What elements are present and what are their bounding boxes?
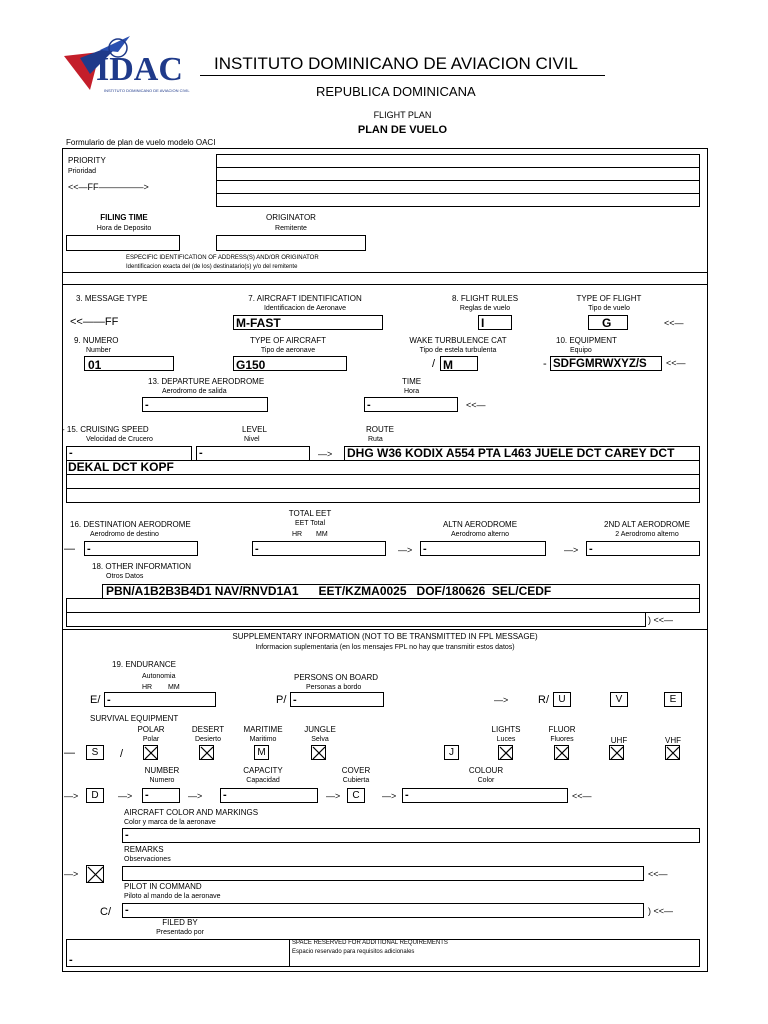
type-of-flight-suffix: <<—: [664, 318, 684, 328]
number-label: 9. NUMERO: [74, 336, 119, 345]
other-info-field-3[interactable]: [66, 612, 646, 627]
originator-label: ORIGINATOR: [266, 213, 316, 222]
endurance-mm: MM: [168, 684, 180, 691]
remarks-field[interactable]: [122, 866, 644, 881]
dinghy-colour-value: -: [405, 789, 409, 801]
supplementary-subtitle: Informacion suplementaria (en los mensajes FPL no hay que transmitir estos datos): [255, 644, 515, 651]
filing-time-field[interactable]: [66, 235, 180, 251]
lights-label: LIGHTS: [491, 725, 521, 734]
aircraft-color-label: AIRCRAFT COLOR AND MARKINGS: [124, 808, 259, 817]
equipment-value: SDFGMRWXYZ/S: [553, 358, 647, 370]
flight-rules-label: 8. FLIGHT RULES: [451, 294, 519, 303]
time-value: -: [367, 399, 371, 411]
level-label-es: Nivel: [244, 436, 260, 443]
departure-label: 13. DEPARTURE AERODROME: [148, 377, 265, 386]
radio-v-box[interactable]: V: [610, 692, 628, 707]
endurance-prefix: E/: [90, 694, 101, 706]
destination-prefix: —: [64, 543, 75, 555]
destination-label: 16. DESTINATION AERODROME: [70, 520, 191, 529]
dinghy-capacity-label: CAPACITY: [243, 766, 283, 775]
filing-time-label: FILING TIME: [100, 213, 148, 222]
originator-field[interactable]: [216, 235, 366, 251]
dinghy-capacity-field[interactable]: [220, 788, 318, 803]
dinghies-arrow-5: —>: [382, 791, 397, 801]
originator-label-es: Remitente: [275, 225, 307, 232]
survival-maritime-label-es: Maritimo: [249, 736, 277, 743]
total-eet-label-es: EET Total: [294, 520, 326, 527]
survival-slash: /: [120, 748, 124, 760]
uhf-label: UHF: [610, 736, 628, 745]
institute-title: INSTITUTO DOMINICANO DE AVIACION CIVIL: [214, 54, 578, 73]
logo: [60, 34, 200, 96]
priority-label: PRIORITY: [68, 156, 106, 165]
wake-value: M: [443, 358, 453, 372]
dinghy-number-label-es: Numero: [149, 777, 175, 784]
total-eet-label: TOTAL EET: [288, 509, 332, 518]
departure-field[interactable]: [142, 397, 268, 412]
route-value-line2: DEKAL DCT KOPF: [68, 460, 174, 474]
number-value: 01: [88, 358, 102, 372]
dinghy-colour-field[interactable]: [402, 788, 568, 803]
lights-label-es: Luces: [496, 736, 516, 743]
aircraft-color-field[interactable]: [122, 828, 700, 843]
equipment-prefix: -: [543, 358, 547, 370]
flight-rules-value: I: [481, 316, 485, 330]
type-of-flight-label-es: Tipo de vuelo: [588, 305, 630, 312]
priority-value: <<—FF—————>: [68, 182, 149, 192]
endurance-label: 19. ENDURANCE: [112, 660, 177, 669]
equipment-label-es: Equipo: [570, 347, 592, 354]
cross-icon: [666, 746, 681, 761]
route-label-es: Ruta: [368, 436, 383, 443]
flight-plan-es: PLAN DE VUELO: [357, 124, 448, 136]
logo-text: IDAC: [96, 51, 183, 88]
route-field-3[interactable]: [66, 474, 700, 489]
altn2-value: -: [589, 543, 593, 555]
radio-arrow: —>: [494, 695, 509, 705]
departure-label-es: Aerodromo de salida: [162, 388, 227, 395]
other-info-field-2[interactable]: [66, 598, 700, 613]
dinghy-capacity-label-es: Capacidad: [246, 777, 280, 784]
departure-value: -: [145, 399, 149, 411]
route-label: ROUTE: [366, 425, 394, 434]
survival-polar-label-es: Polar: [142, 736, 160, 743]
endurance-field[interactable]: [104, 692, 216, 707]
other-info-suffix: ) <<—: [648, 615, 674, 625]
remarks-arrow: —>: [64, 869, 79, 879]
dinghies-arrow-3: —>: [188, 791, 203, 801]
jackets-j-box[interactable]: J: [444, 745, 459, 760]
number-label-es: Number: [86, 347, 111, 354]
radio-e-box[interactable]: E: [664, 692, 682, 707]
cross-icon: [610, 746, 625, 761]
persons-label: PERSONS ON BOARD: [294, 673, 379, 682]
dinghies-d-box[interactable]: D: [86, 788, 104, 803]
altn2-arrow: —>: [564, 545, 579, 555]
destination-field[interactable]: [84, 541, 198, 556]
survival-maritime-label: MARITIME: [243, 725, 283, 734]
aircraft-type-label: TYPE OF AIRCRAFT: [249, 336, 326, 345]
cross-icon: [499, 746, 514, 761]
republic-title: REPUBLICA DOMINICANA: [316, 84, 476, 99]
cross-icon: [144, 746, 159, 761]
altn-label: ALTN AERODROME: [442, 520, 518, 529]
fluor-label: FLUOR: [548, 725, 576, 734]
aircraft-color-value: -: [125, 829, 129, 841]
time-field[interactable]: [364, 397, 458, 412]
logo-subtext: INSTITUTO DOMINICANO DE AVIACION CIVIL: [104, 88, 190, 93]
aircraft-type-value: G150: [236, 358, 266, 372]
endurance-hr: HR: [142, 684, 153, 691]
aircraft-id-label: 7. AIRCRAFT IDENTIFICATION: [248, 294, 362, 303]
total-eet-value: -: [255, 543, 259, 555]
maritime-m-box[interactable]: M: [254, 745, 269, 760]
addressee-label-es: Identificacion exacta del (de los) destinatario(s) y/o del remitente: [126, 264, 298, 270]
persons-prefix: P/: [276, 694, 287, 706]
dinghy-capacity-value: -: [223, 789, 227, 801]
supplementary-divider: [62, 629, 708, 630]
survival-polar-label: POLAR: [137, 725, 165, 734]
flight-rules-label-es: Reglas de vuelo: [459, 305, 511, 312]
flight-plan-en: FLIGHT PLAN: [373, 110, 432, 120]
pilot-value: -: [125, 904, 129, 916]
jungle-crossed-box[interactable]: [311, 745, 326, 760]
survival-s-box[interactable]: S: [86, 745, 104, 760]
remarks-label: REMARKS: [124, 845, 164, 854]
time-label: TIME: [402, 377, 422, 386]
wake-prefix: /: [432, 358, 436, 370]
filing-time-label-es: Hora de Deposito: [96, 225, 152, 232]
vhf-crossed-box[interactable]: [665, 745, 680, 760]
aircraft-color-label-es: Color y marca de la aeronave: [124, 819, 216, 826]
total-eet-field[interactable]: [252, 541, 386, 556]
filed-by-label-es: Presentado por: [156, 929, 204, 936]
supplementary-title: SUPPLEMENTARY INFORMATION (NOT TO BE TRANSMITTED IN FPL MESSAGE): [232, 632, 538, 641]
level-field[interactable]: [196, 446, 310, 461]
cruising-speed-label-es: Velocidad de Crucero: [86, 436, 153, 443]
addressee-field-3[interactable]: [216, 180, 700, 194]
filed-by-field[interactable]: [66, 939, 290, 967]
type-of-flight-value: G: [602, 316, 612, 330]
priority-label-es: Prioridad: [68, 168, 97, 175]
dinghy-number-value: -: [145, 789, 149, 801]
dinghies-c-box[interactable]: C: [347, 788, 365, 803]
title-underline: [200, 75, 605, 76]
other-info-label: 18. OTHER INFORMATION: [92, 562, 191, 571]
endurance-label-es: Autonomia: [142, 673, 176, 680]
altn2-field[interactable]: [586, 541, 700, 556]
cruising-speed-field[interactable]: [66, 446, 192, 461]
vhf-label: VHF: [665, 736, 681, 745]
polar-crossed-box[interactable]: [143, 745, 158, 760]
lights-crossed-box[interactable]: [498, 745, 513, 760]
survival-prefix: —: [64, 747, 75, 759]
section-divider-2: [62, 284, 708, 285]
dinghies-arrow: —>: [64, 791, 79, 801]
filed-by-label: FILED BY: [162, 918, 198, 927]
cross-icon: [87, 866, 105, 884]
pilot-field[interactable]: [122, 903, 644, 918]
equipment-suffix: <<—: [666, 358, 686, 368]
destination-value: -: [87, 543, 91, 555]
uhf-crossed-box[interactable]: [609, 745, 624, 760]
message-type-label: 3. MESSAGE TYPE: [76, 294, 148, 303]
altn2-label: 2ND ALT AERODROME: [604, 520, 690, 529]
level-value: -: [199, 447, 203, 459]
space-reserved-label: SPACE RESERVED FOR ADDITIONAL REQUIREMENTS: [292, 940, 448, 946]
cruising-speed-value: -: [69, 447, 73, 459]
dinghy-colour-label: COLOUR: [468, 766, 504, 775]
cross-icon: [555, 746, 570, 761]
dinghies-arrow-2: —>: [118, 791, 133, 801]
addressee-field-4[interactable]: [216, 193, 700, 207]
remarks-label-es: Observaciones: [124, 856, 171, 863]
wake-label: WAKE TURBULENCE CAT: [409, 336, 507, 345]
desert-crossed-box[interactable]: [199, 745, 214, 760]
level-arrow: —>: [318, 449, 333, 459]
altn-value: -: [423, 543, 427, 555]
cruising-speed-label: - 15. CRUISING SPEED: [62, 425, 149, 434]
space-reserved-label-es: Espacio reservado para requisitos adicionales: [292, 949, 415, 955]
other-info-label-es: Otros Datos: [106, 573, 144, 580]
pilot-prefix: C/: [100, 906, 111, 918]
remarks-suffix: <<—: [648, 869, 668, 879]
persons-field[interactable]: [290, 692, 384, 707]
route-field-4[interactable]: [66, 488, 700, 503]
pilot-suffix: ) <<—: [648, 906, 674, 916]
persons-label-es: Personas a bordo: [306, 684, 362, 691]
fluor-label-es: Fluores: [550, 736, 574, 743]
survival-jungle-label-es: Selva: [311, 736, 329, 743]
time-suffix: <<—: [466, 400, 486, 410]
equipment-label: 10. EQUIPMENT: [556, 336, 617, 345]
cross-icon: [200, 746, 215, 761]
dinghy-cover-label-es: Cubierta: [342, 777, 370, 784]
altn-field[interactable]: [420, 541, 546, 556]
dinghy-colour-label-es: Color: [477, 777, 495, 784]
message-type-value: <<——FF: [70, 316, 119, 328]
dinghy-cover-label: COVER: [341, 766, 371, 775]
remarks-crossed-box[interactable]: [86, 865, 104, 883]
addressee-field-2[interactable]: [216, 167, 700, 181]
wake-label-es: Tipo de estela turbulenta: [419, 347, 497, 354]
fluor-crossed-box[interactable]: [554, 745, 569, 760]
persons-value: -: [293, 694, 297, 706]
aircraft-type-label-es: Tipo de aeronave: [260, 347, 316, 354]
destination-label-es: Aerodromo de destino: [90, 531, 159, 538]
total-eet-mm: MM: [316, 531, 328, 538]
aircraft-id-value: M-FAST: [236, 316, 281, 330]
radio-prefix: R/: [538, 694, 549, 706]
total-eet-hr: HR: [292, 531, 303, 538]
survival-desert-label-es: Desierto: [194, 736, 222, 743]
altn-label-es: Aerodromo alterno: [451, 531, 509, 538]
radio-u-box[interactable]: U: [553, 692, 571, 707]
type-of-flight-label: TYPE OF FLIGHT: [576, 294, 642, 303]
survival-jungle-label: JUNGLE: [304, 725, 336, 734]
form-caption: Formulario de plan de vuelo modelo OACI: [66, 138, 216, 147]
survival-desert-label: DESERT: [191, 725, 225, 734]
addressee-label: ESPECIFIC IDENTIFICATION OF ADDRESS(S) AND/OR ORIGINATOR: [126, 255, 319, 261]
level-label: LEVEL: [242, 425, 267, 434]
addressee-field-1[interactable]: [216, 154, 700, 168]
survival-label: SURVIVAL EQUIPMENT: [90, 714, 179, 723]
altn2-label-es: 2 Aerodromo alterno: [615, 531, 679, 538]
dinghies-suffix: <<—: [572, 791, 592, 801]
dinghies-arrow-4: —>: [326, 791, 341, 801]
filed-by-value: -: [69, 954, 73, 966]
route-value-line1: DHG W36 KODIX A554 PTA L463 JUELE DCT CAREY DCT: [347, 446, 675, 460]
endurance-value: -: [107, 694, 111, 706]
dinghy-number-label: NUMBER: [144, 766, 180, 775]
cross-icon: [312, 746, 327, 761]
pilot-label-es: Piloto al mando de la aeronave: [124, 893, 221, 900]
section-divider-1: [62, 272, 708, 273]
time-label-es: Hora: [404, 388, 420, 395]
altn-arrow: —>: [398, 545, 413, 555]
aircraft-id-label-es: Identificacion de Aeronave: [263, 305, 347, 312]
other-info-value: PBN/A1B2B3B4D1 NAV/RNVD1A1 EET/KZMA0025 DOF/180626 SEL/CEDF: [106, 584, 552, 598]
pilot-label: PILOT IN COMMAND: [124, 882, 202, 891]
